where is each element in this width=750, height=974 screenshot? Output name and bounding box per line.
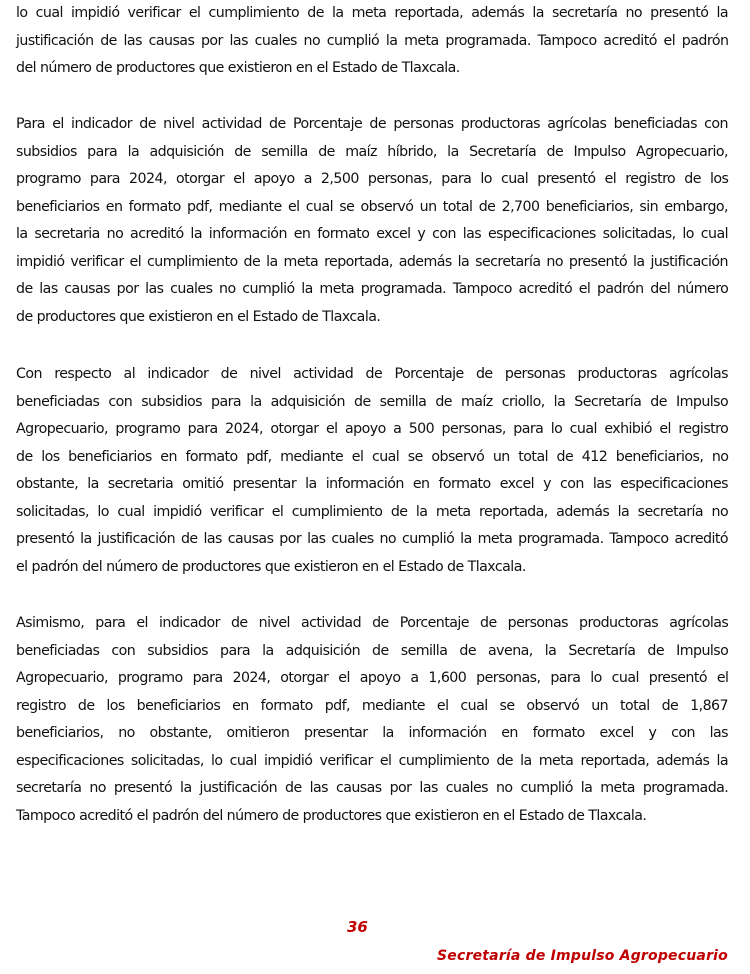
text-line: lo cual impidió verificar el cumplimiento de la meta reportada, además la secretaría no presentó la: [16, 5, 728, 21]
text-line: el padrón del número de productores que existieron en el Estado de Tlaxcala.: [16, 558, 526, 575]
paragraph-maiz-hibrido: [16, 111, 728, 331]
text-line: beneficiarios, no obstante, omitieron presentar la información en formato excel y con las: [16, 725, 728, 741]
text-line: beneficiarios en formato pdf, mediante el cual se observó un total de 2,700 beneficiarios, sin embargo,: [16, 198, 728, 215]
text-line: Tampoco acreditó el padrón del número de productores que existieron en el Estado de Tlaxcala.: [16, 807, 647, 824]
text-line: presentó la justificación de las causas por las cuales no cumplió la meta programada. Tampoco acreditó: [16, 531, 728, 547]
paragraph-maiz-criollo: [16, 361, 728, 581]
text-line: solicitadas, lo cual impidió verificar el cumplimiento de la meta reportada, además la secretaría no: [16, 503, 729, 520]
text-line: de los beneficiarios en formato pdf, mediante el cual se observó un total de 412 beneficiarios, no: [16, 448, 729, 465]
text-line: de productores que existieron en el Estado de Tlaxcala.: [16, 308, 381, 325]
text-line: la secretaria no acreditó la información en formato excel y con las especificaciones solicitadas, lo cual: [16, 226, 728, 242]
page-number: 36: [347, 918, 368, 936]
text-line: registro de los beneficiarios en formato pdf, mediante el cual se observó un total de 1,867: [16, 697, 728, 714]
text-line: especificaciones solicitadas, lo cual impidió verificar el cumplimiento de la meta reportada, además la: [16, 752, 728, 769]
text-line: Con respecto al indicador de nivel actividad de Porcentaje de personas productoras agrícolas: [16, 366, 728, 382]
text-line: Para el indicador de nivel actividad de Porcentaje de personas productoras agrícolas beneficiadas con: [16, 116, 728, 132]
text-line: de las causas por las cuales no cumplió la meta programada. Tampoco acreditó el padrón del número: [16, 281, 729, 297]
paragraph-avena: [16, 610, 728, 830]
text-line: justificación de las causas por las cuales no cumplió la meta programada. Tampoco acreditó el padrón: [16, 32, 729, 49]
text-line: beneficiadas con subsidios para la adquisición de semilla de avena, la Secretaría de Impulso: [16, 642, 729, 659]
text-line: beneficiadas con subsidios para la adquisición de semilla de maíz criollo, la Secretaría de Impulso: [16, 393, 729, 410]
text-line: del número de productores que existieron en el Estado de Tlaxcala.: [16, 60, 460, 76]
text-line: programo para 2024, otorgar el apoyo a 2,500 personas, para lo cual presentó el registro de los: [16, 171, 729, 187]
text-line: obstante, la secretaria omitió presentar la información en formato excel y con las especificaciones: [16, 476, 728, 492]
paragraph-continuation: [16, 0, 728, 83]
text-line: impidió verificar el cumplimiento de la meta reportada, además la secretaría no presentó la justificación: [16, 253, 728, 270]
text-line: Agropecuario, programo para 2024, otorgar el apoyo a 500 personas, para lo cual exhibió el registro: [16, 421, 729, 437]
text-line: subsidios para la adquisición de semilla de maíz híbrido, la Secretaría de Impulso Agropecuario,: [16, 143, 728, 160]
text-line: Asimismo, para el indicador de nivel actividad de Porcentaje de personas productoras agrícolas: [16, 615, 729, 631]
footer-institution: Secretaría de Impulso Agropecuario: [437, 948, 728, 964]
text-line: secretaría no presentó la justificación de las causas por las cuales no cumplió la meta programada.: [16, 780, 729, 796]
text-line: Agropecuario, programo para 2024, otorgar el apoyo a 1,600 personas, para lo cual presentó el: [16, 670, 729, 686]
